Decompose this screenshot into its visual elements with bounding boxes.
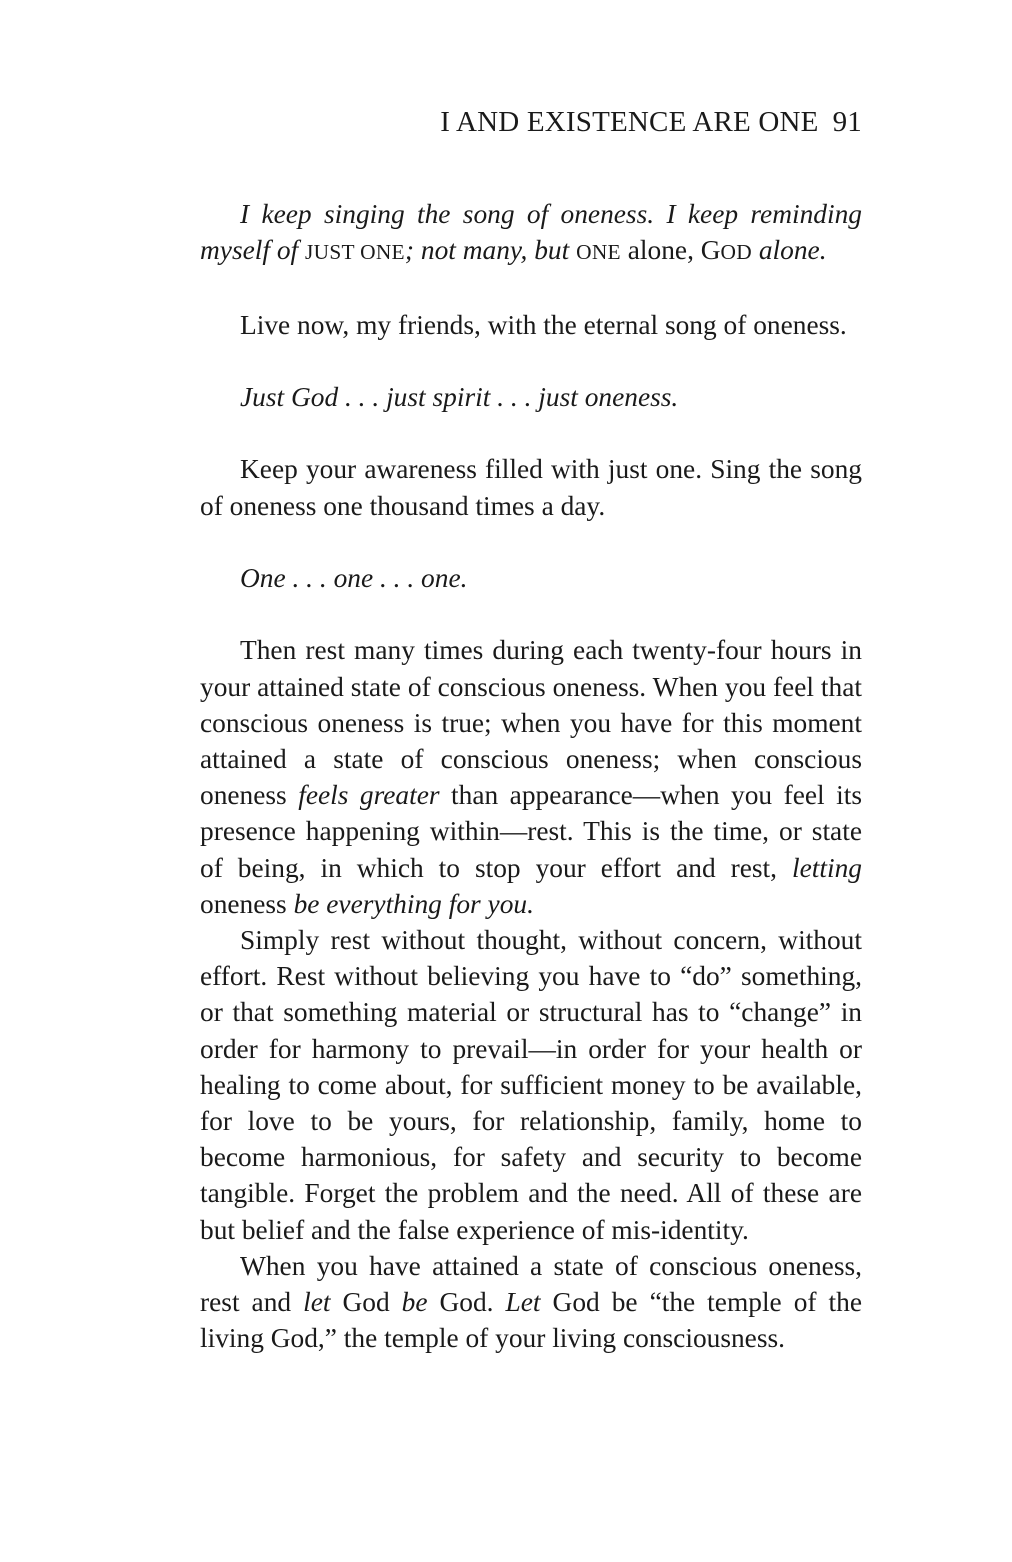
paragraph-oneness-song <box>200 196 862 270</box>
text-run: than appearance—when you feel its presence happening within—rest. This is the time, or state of being, in which to stop your effort and rest, <box>200 780 863 883</box>
paragraph-simply-rest: Simply rest without thought, without concern, without effort. Rest without believing you have to “do” something, or that something material or structural has to “change” in order for harmony to prevail—in order for your health or healing to come about, for sufficient money to be available, for love to be yours, for relationship, family, home to become harmonious, for safety and security to become tangible. Forget the problem and the need. All of these are but belief and the false experience of mis-identity. <box>200 924 862 1245</box>
paragraph-live-now: Live now, my friends, with the eternal song of oneness. <box>240 309 847 340</box>
text-run: alone. <box>752 235 827 266</box>
paragraph-when-attained <box>200 1248 862 1357</box>
text-run: God <box>330 1287 402 1318</box>
body-text <box>200 196 862 1356</box>
italic-run: feels greater <box>298 780 440 811</box>
small-caps-run: JUST ONE <box>304 240 405 265</box>
paragraph-one-one-one: One . . . one . . . one. <box>240 562 468 593</box>
italic-run: let <box>303 1287 331 1318</box>
small-caps-run: OD <box>720 240 752 265</box>
text-run: God. <box>427 1287 506 1318</box>
italic-run: be <box>401 1287 428 1318</box>
text-run: ; not many, but <box>404 235 577 266</box>
running-title: I AND EXISTENCE ARE ONE <box>440 106 819 138</box>
paragraph-then-rest <box>200 632 862 922</box>
text-run: When you have attained a state of conscious oneness, rest and <box>200 1250 862 1318</box>
italic-run: Let <box>505 1287 541 1318</box>
text-run: oneness <box>200 888 294 919</box>
running-head <box>440 106 862 139</box>
paragraph-just-god: Just God . . . just spirit . . . just oneness. <box>240 381 679 412</box>
text-run: God be “the temple of the living God,” the temple of your living consciousness. <box>200 1287 862 1354</box>
italic-run: letting <box>792 852 862 883</box>
paragraph-keep-awareness: Keep your awareness filled with just one. Sing the song of oneness one thousand times a day. <box>200 454 862 521</box>
small-caps-run: ONE <box>576 240 621 265</box>
text-run: alone, G <box>620 235 721 266</box>
text-run: Then rest many times during each twenty-four hours in your attained state of conscious oneness. When you feel that conscious oneness is true; when you have for this moment attained a state of conscious oneness; when conscious oneness <box>200 635 862 811</box>
italic-run: be everything for you. <box>293 888 534 919</box>
text-run: I keep singing the song of oneness. I keep reminding myself of <box>200 199 862 266</box>
page-number: 91 <box>832 106 862 138</box>
